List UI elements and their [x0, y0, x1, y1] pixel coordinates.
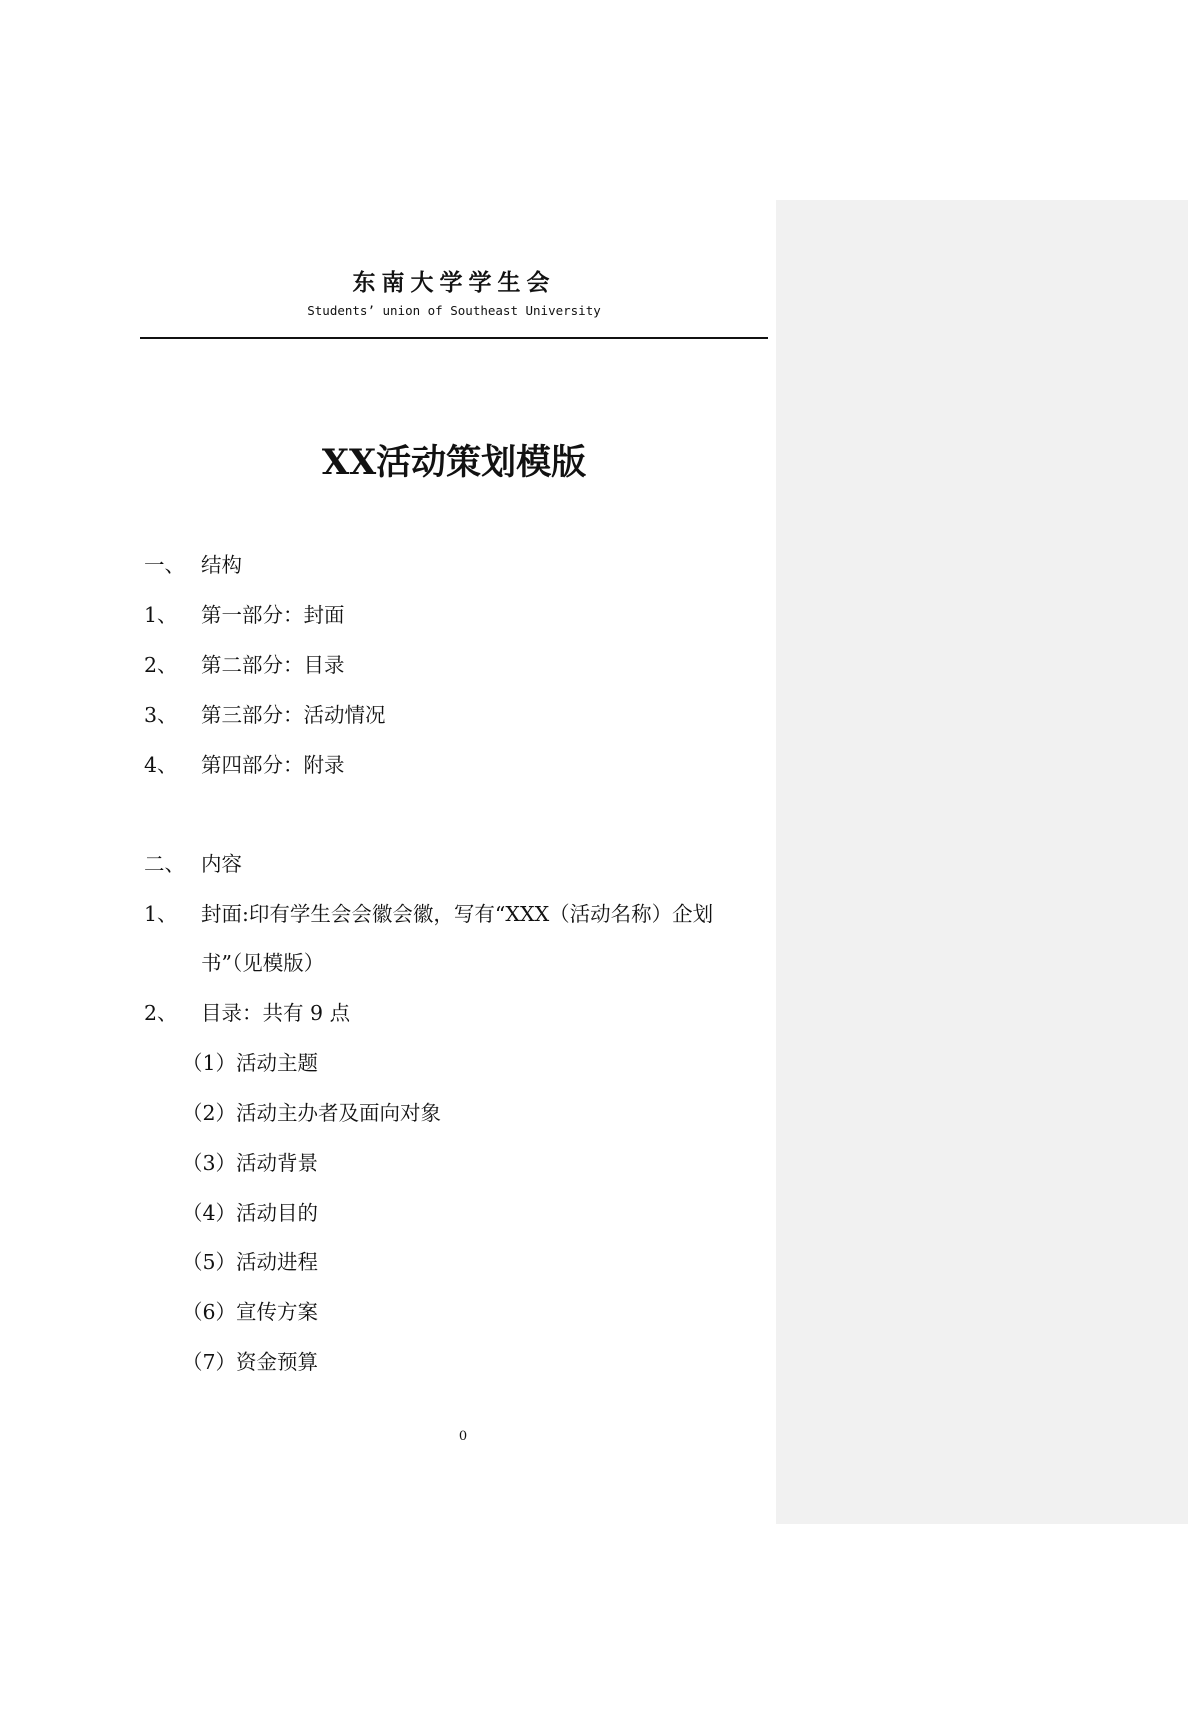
list-item-text: 第二部分：目录: [201, 653, 345, 677]
header-org-chinese: 东南大学学生会: [352, 269, 556, 296]
list-item-number: 4、: [144, 753, 178, 777]
section-heading-text: 内容: [201, 852, 242, 876]
section-number: 一、: [144, 553, 185, 577]
list-item-text: 目录：共有 9 点: [201, 1001, 351, 1025]
section-number: 二、: [144, 852, 185, 876]
list-item-number: 2、: [144, 1001, 178, 1025]
sub-list-item-text: （4）活动目的: [182, 1201, 319, 1225]
document-title: XX活动策划模版: [321, 442, 587, 483]
list-item-text: 第一部分：封面: [201, 603, 345, 627]
list-item-text: 第三部分：活动情况: [201, 703, 386, 727]
sub-list-item-text: （2）活动主办者及面向对象: [182, 1101, 442, 1125]
list-item-text: 封面:印有学生会会徽会徽，写有“XXX（活动名称）企划: [201, 902, 714, 926]
sub-list-item-text: （5）活动进程: [182, 1250, 319, 1274]
comment-pane: [776, 200, 1188, 1524]
list-item-text: 第四部分：附录: [201, 753, 345, 777]
sub-list-item-text: （3）活动背景: [182, 1151, 319, 1175]
sub-list-item-text: （1）活动主题: [182, 1051, 319, 1075]
sub-list-item-text: （6）宣传方案: [182, 1300, 319, 1324]
section-heading-text: 结构: [201, 553, 242, 577]
header-divider: [140, 337, 768, 339]
list-item-number: 3、: [144, 703, 178, 727]
header-org-english: Students’ union of Southeast University: [307, 303, 601, 318]
sub-list-item-text: （7）资金预算: [182, 1350, 319, 1374]
page-number: 0: [458, 1429, 468, 1444]
list-item-number: 1、: [144, 902, 178, 926]
list-item-number: 1、: [144, 603, 178, 627]
list-item-text-continued: 书”（见模版）: [201, 951, 325, 975]
list-item-number: 2、: [144, 653, 178, 677]
